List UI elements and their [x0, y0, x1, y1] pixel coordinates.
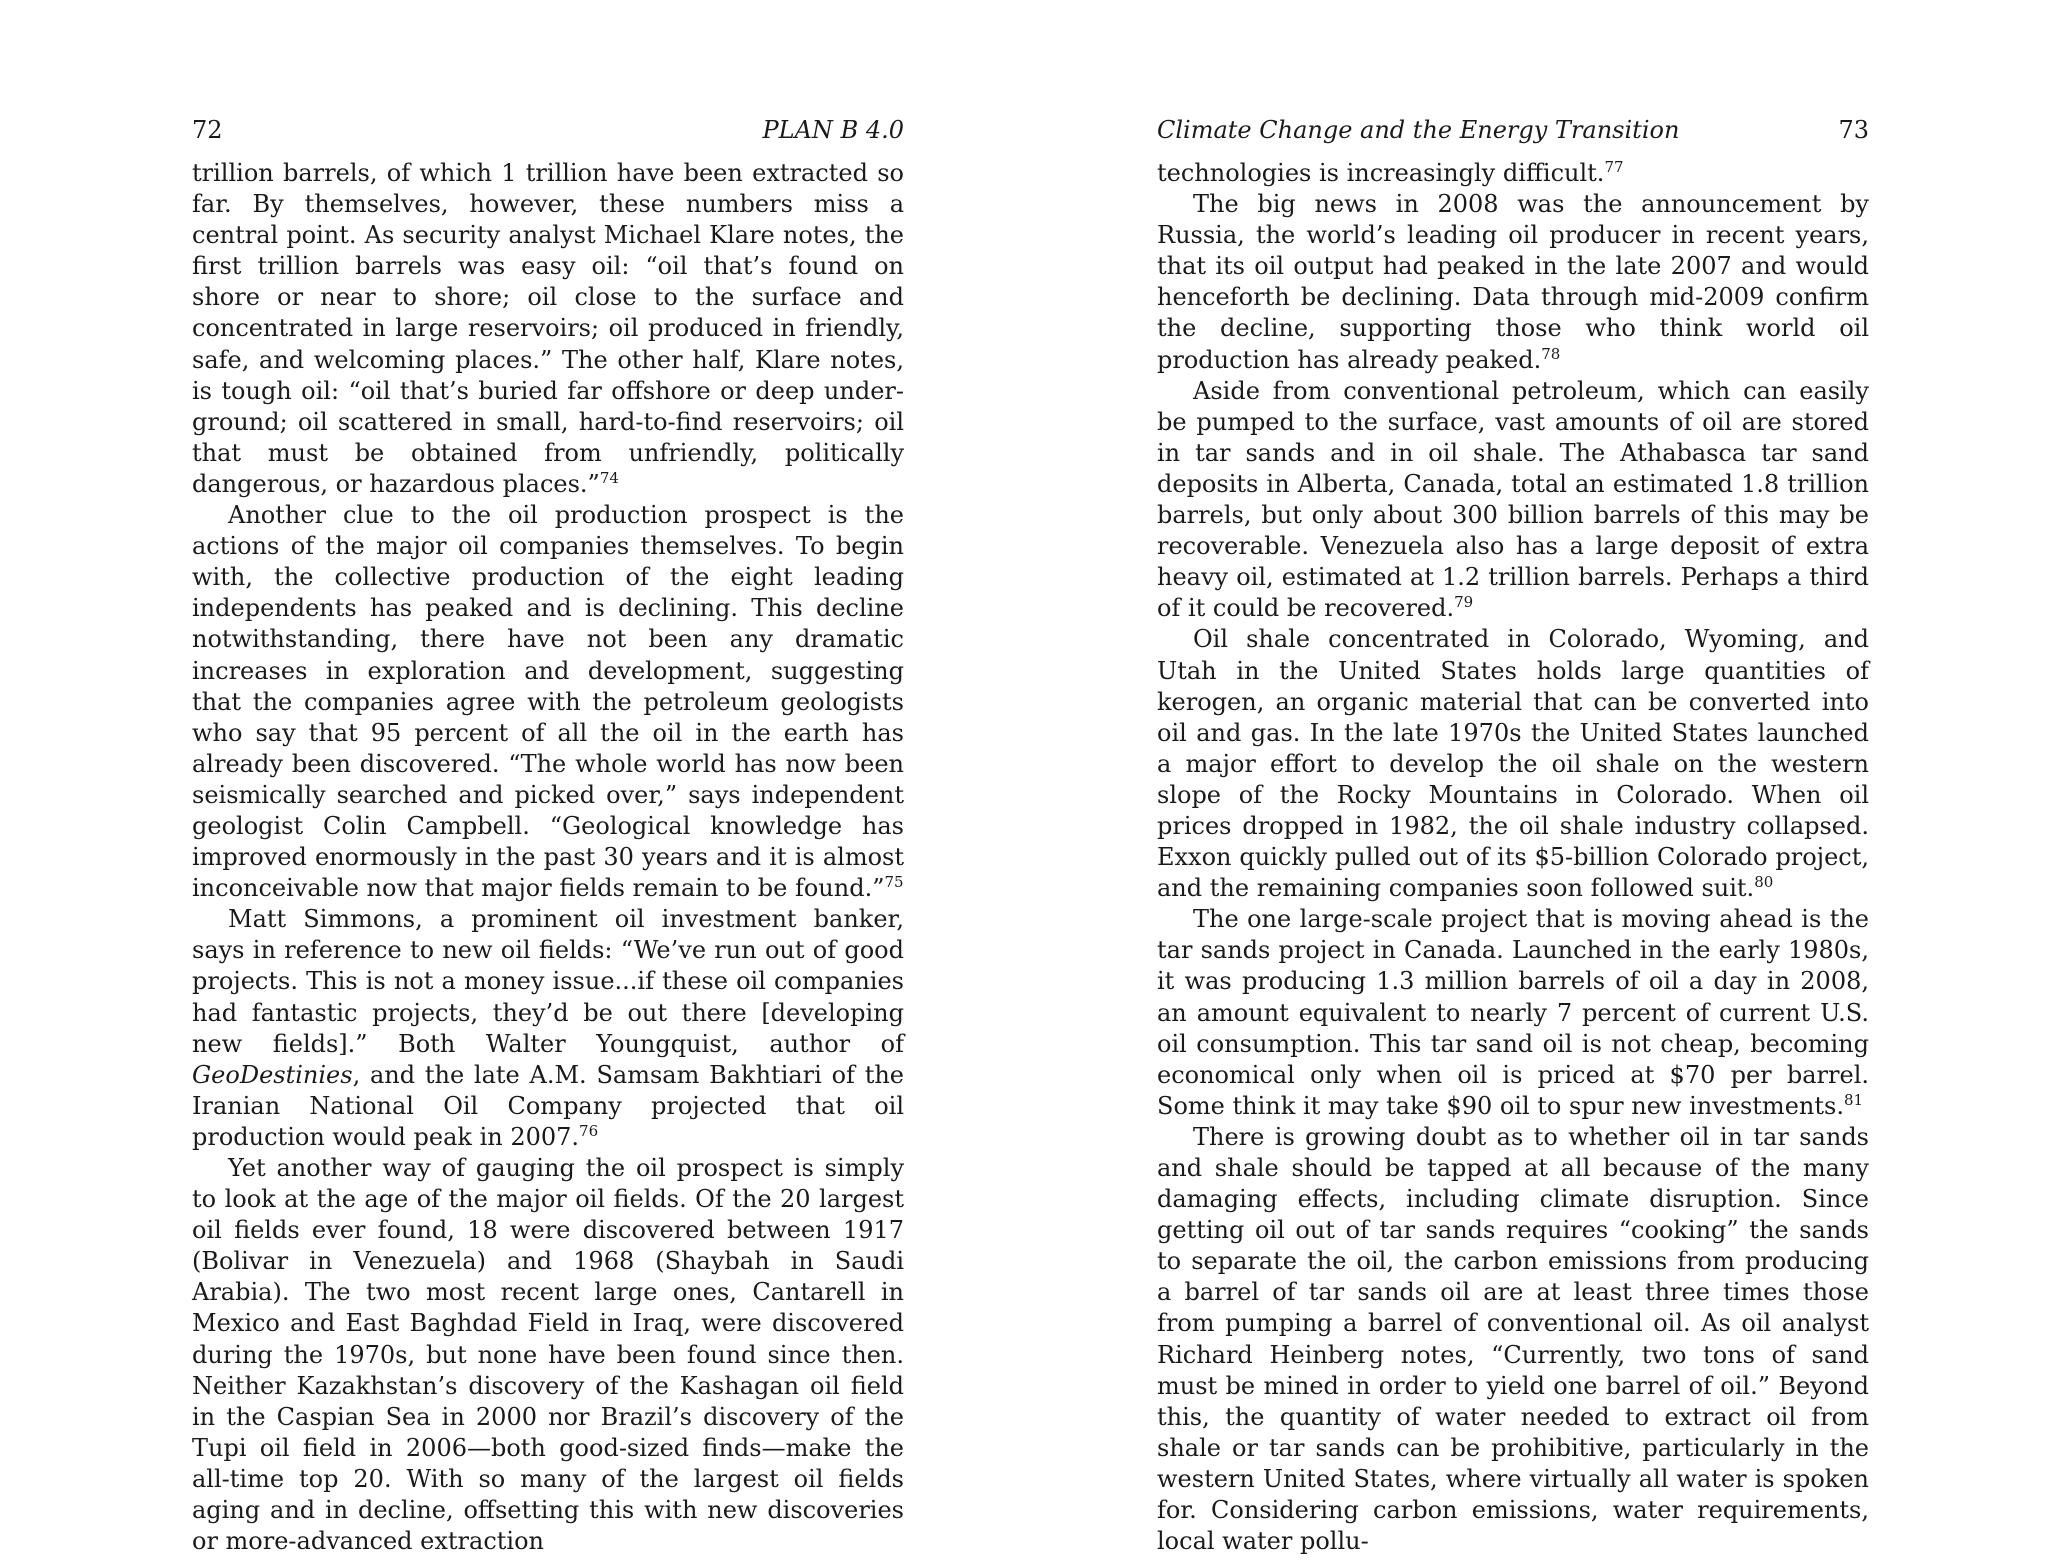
paragraph: The one large-scale project that is moving ahead is the tar sands project in Canada. Launched in the early 1980s, it was producing 1.3 million barrels of oil a day in 2008, an amount equivalent to nearly 7 percent of current U.S. oil consumption. This tar sand oil is not cheap, becoming economical only when oil is priced at $70 per barrel. Some think it may take $90 oil to spur new investments.$^{81}$: [1157, 905, 1869, 1120]
footnote-ref: 77: [1604, 158, 1624, 176]
right-page: [1157, 0, 1869, 1567]
right-page-number: 73: [1838, 116, 1869, 144]
paragraph: trillion barrels, of which 1 trillion have been extracted so far. By themselves, however, these numbers miss a central point. As security analyst Michael Klare notes, the first trillion barrels was easy oil: “oil that’s found on shore or near to shore; oil close to the surface and concentrated in large reservoirs; oil produced in friendly, safe, and welcoming places.” The other half, Klare notes, is tough oil: “oil that’s buried far offshore or deep underground; oil scattered in small, hard-to-find reservoirs; oil that must be obtained from unfriendly, politically dangerous, or hazardous places.”$^{74}$: [192, 159, 904, 498]
paragraph: Yet another way of gauging the oil prospect is simply to look at the age of the major oil fields. Of the 20 largest oil fields ever found, 18 were discovered between 1917 (Bolivar in Venezuela) and 1968 (Shaybah in Saudi Arabia). The two most recent large ones, Cantarell in Mexico and East Baghdad Field in Iraq, were discovered during the 1970s, but none have been found since then. Neither Kazakhstan’s discovery of the Kashagan oil field in the Caspian Sea in 2000 nor Brazil’s discovery of the Tupi oil field in 2006—both good-sized finds—make the all-time top 20. With so many of the largest oil fields aging and in decline, offsetting this with new discoveries or more-advanced extraction: [192, 1154, 904, 1556]
right-page-body: [1157, 158, 1869, 1557]
paragraph: There is growing doubt as to whether oil in tar sands and shale should be tapped at all because of the many damaging effects, including climate disruption. Since getting oil out of tar sands requires “cooking” the sands to separate the oil, the carbon emissions from producing a barrel of tar sands oil are at least three times those from pumping a barrel of conventional oil. As oil analyst Richard Heinberg notes, “Currently, two tons of sand must be mined in order to yield one barrel of oil.” Beyond this, the quantity of water needed to extract oil from shale or tar sands can be prohibitive, particularly in the western United States, where virtually all water is spoken for. Considering carbon emissions, water requirements, local water pollu-: [1157, 1122, 1869, 1556]
footnote-ref: 80: [1754, 873, 1774, 892]
left-page-number: 72: [192, 116, 223, 144]
right-page-header: [1157, 110, 1869, 150]
paragraph: The big news in 2008 was the announcement by Russia, the world’s leading oil producer in recent years, that its oil output had peaked in the late 2007 and would henceforth be declining. Data through mid-2009 confirm the decline, supporting those who think world oil production has already peaked.$^{78}$: [1157, 190, 1869, 374]
book-title: GeoDestinies: [192, 1060, 353, 1089]
footnote-ref: 74: [599, 468, 619, 487]
right-running-head: Climate Change and the Energy Transition: [1157, 116, 1680, 144]
paragraph: Another clue to the oil production prospect is the actions of the major oil companies themselves. To begin with, the collective production of the eight leading independents has peaked and is declining. This decline notwithstanding, there have not been any dramatic increases in exploration and development, suggesting that the companies agree with the petroleum geologists who say that 95 percent of all the oil in the earth has already been discovered. “The whole world has now been seismically searched and picked over,” says independent geologist Colin Campbell. “Geological knowledge has improved enormously in the past 30 years and it is almost inconceivable now that major fields remain to be found.”$^{75}$: [192, 501, 904, 903]
footnote-ref: 79: [1454, 593, 1474, 612]
footnote-ref: 81: [1843, 1090, 1864, 1109]
footnote-ref: 75: [884, 873, 904, 892]
left-page-header: [192, 110, 904, 150]
paragraph: technologies is increasingly difficult.$^{77}$: [1157, 158, 1624, 187]
left-page-body: [192, 158, 904, 1557]
footnote-ref: 78: [1541, 344, 1561, 363]
left-page: [192, 0, 904, 1567]
paragraph: Aside from conventional petroleum, which can easily be pumped to the surface, vast amounts of oil are stored in tar sands and in oil shale. The Athabasca tar sand deposits in Alberta, Canada, total an estimated 1.8 trillion barrels, but only about 300 billion barrels of this may be recoverable. Venezuela also has a large deposit of extra heavy oil, estimated at 1.2 trillion barrels. Perhaps a third of it could be recovered.$^{79}$: [1157, 376, 1869, 623]
footnote-ref: 76: [579, 1121, 599, 1140]
paragraph: Matt Simmons, a prominent oil investment banker, says in reference to new oil fields: “We’ve run out of good projects. This is not a money issue...if these oil companies had fantastic projects, they’d be out there [developing new fields].” Both Walter Youngquist, author of GeoDestinies, and the late A.M. Samsam Bakhtiari of the Iranian National Oil Company projected that oil production would peak in 2007.76: [192, 905, 904, 1151]
paragraph: Oil shale concentrated in Colorado, Wyoming, and Utah in the United States holds large quantities of kerogen, an organic material that can be converted into oil and gas. In the late 1970s the United States launched a major effort to develop the oil shale on the western slope of the Rocky Mountains in Colorado. When oil prices dropped in 1982, the oil shale industry collapsed. Exxon quickly pulled out of its $5-billion Colorado project, and the remaining companies soon followed suit.$^{80}$: [1157, 625, 1869, 903]
left-running-head: PLAN B 4.0: [762, 116, 904, 144]
